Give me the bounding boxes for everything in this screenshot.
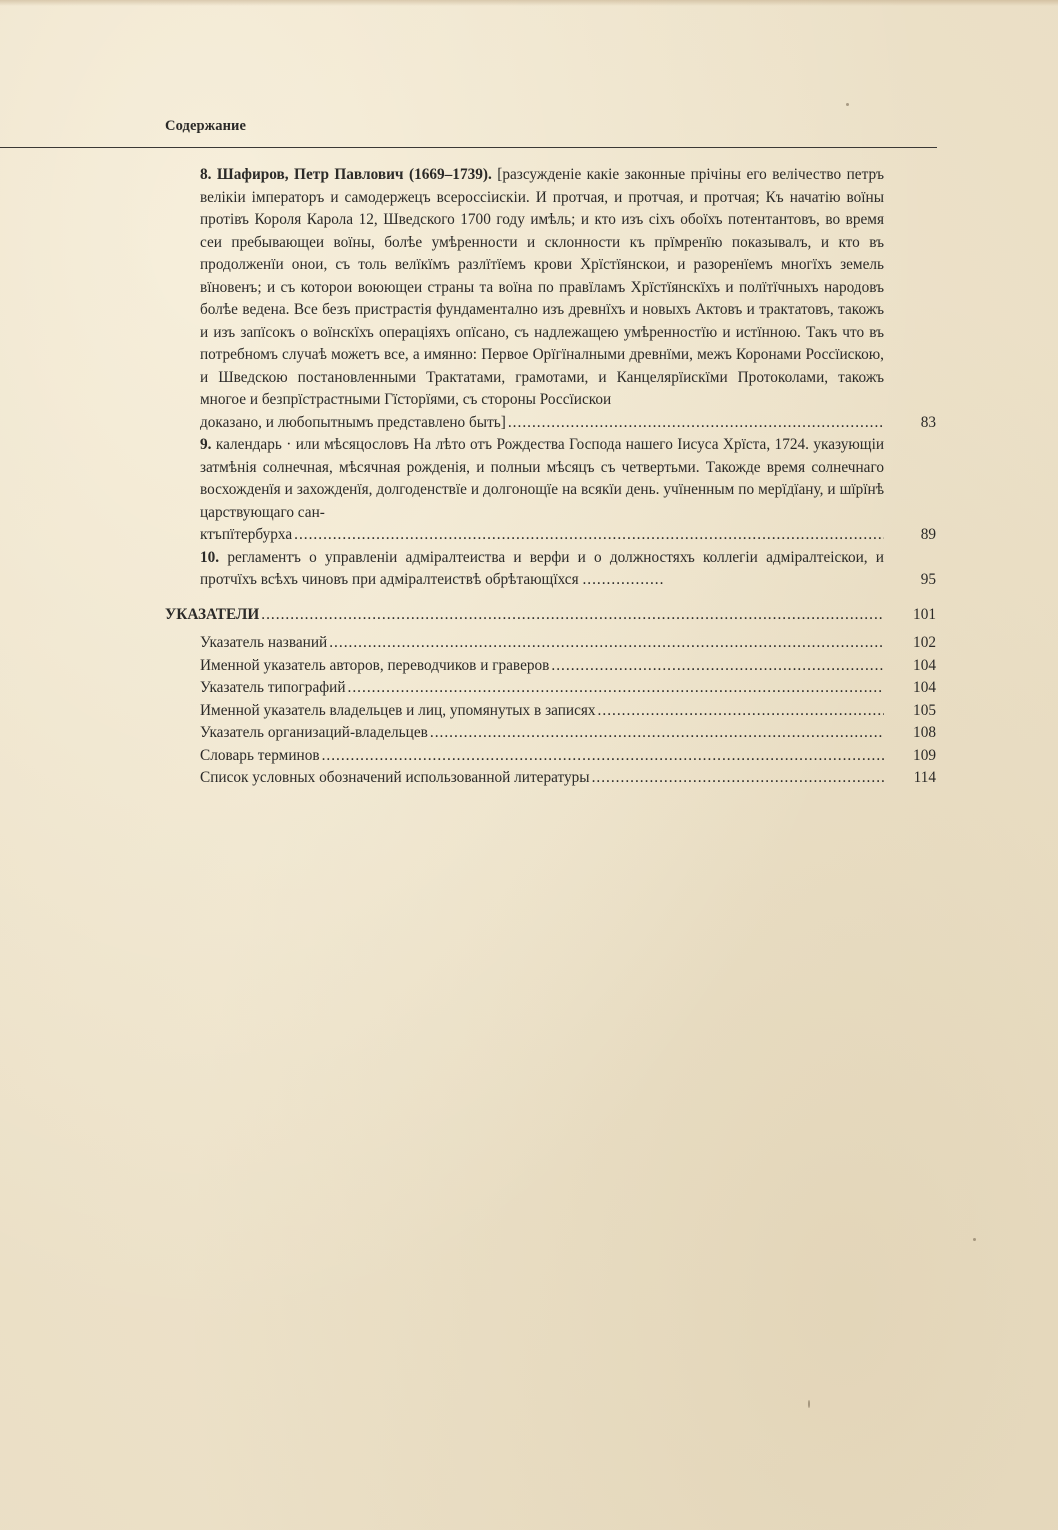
dot-leader: [348, 677, 884, 700]
table-of-contents: [0, 164, 1058, 790]
index-item: [200, 677, 936, 700]
index-item: [200, 767, 936, 790]
entry-body-with-leader: [200, 547, 884, 592]
dot-leader: [592, 767, 884, 790]
entry-last-line: [200, 412, 884, 435]
index-item-label: Именной указатель авторов, переводчиков и граверов: [200, 656, 550, 674]
entry-number: 10.: [200, 548, 220, 566]
dot-leader: [261, 604, 884, 627]
index-item: [200, 632, 936, 655]
toc-entry: [200, 164, 936, 434]
toc-entry-body: [200, 434, 884, 524]
entry-text: [разсужденіе какіе законные прічіны его велічество петръ велікіи імператоръ и самодержецъ всероссіискіи. И протчая, и протчая, и протчая; Къ начатію воїны протівъ Короля Карола 12, Шведского 1700 году имѣль; и кто изъ сіхъ обоїхъ потентантовъ, во время сеи пребывающеи воїны, болѣе умѣренности и склонности къ прїмренїю показывалъ, и кто въ продолженїи онои, съ толь велїкїмъ разлїтїемъ крови Хрїстїянскои, и разоренїемъ многїхъ земель вїновенъ; и съ которои воюющеи страны та воїна по правїламъ Хрїстїянскїхъ и полїтїчныхъ народовъ болѣе ведена. Все безъ пристрастія фундаментално изъ древнїхъ и новыхъ Актовъ и трактатовъ, такожъ и изъ запїсокъ о воїнскїхъ операціяхъ опїсано, съ надлежащею умѣренностїю и истїнною. Такъ что въ потребномъ случаѣ можетъ все, а имянно: Первое Орїгїналными древнїми, межъ Коронами Россїискою, и Шведскою постановленными Трактатами, грамотами, и Канцелярїискїми Протоколами, такожъ многое и безпрїстрастными Гїсторїями, съ стороны Россїискои: [200, 166, 885, 408]
page-number: 102: [913, 634, 936, 651]
entry-number: 8.: [200, 166, 212, 183]
index-item-label: Указатель организаций-владельцев: [200, 724, 428, 741]
entry-text: регламентъ о управленіи адміралтеиства и верфи и о должностяхъ коллегіи адміралтеіскои, и протчїхъ всѣхъ чиновъ при адміралтеиствѣ обрѣтающїхся: [200, 548, 884, 588]
dot-leader: [329, 632, 884, 655]
paper-speck: [808, 1400, 810, 1408]
dot-leader: [430, 722, 884, 745]
entry-last-line: [200, 524, 884, 547]
toc-entry: [200, 434, 936, 547]
toc-entry: [200, 547, 936, 592]
entry-number: 9.: [200, 436, 212, 453]
dot-leader: [508, 412, 884, 435]
index-item-label: Указатель типографий: [200, 679, 346, 696]
page-number: 108: [913, 724, 936, 741]
index-item-label: Указатель названий: [200, 634, 328, 651]
index-list: [0, 632, 1058, 790]
page-number: 104: [913, 679, 936, 696]
entry-title: Шафиров, Петр Павлович (1669–1739).: [216, 166, 492, 183]
index-item: [200, 722, 936, 745]
paper-speck: [846, 103, 849, 106]
dot-leader: [551, 655, 884, 678]
dot-leader: [598, 700, 884, 723]
section-title: УКАЗАТЕЛИ: [165, 605, 260, 623]
page-number: 105: [913, 701, 936, 719]
index-item: [200, 655, 936, 678]
page-number: 101: [913, 605, 936, 623]
page-number: 114: [913, 769, 936, 786]
toc-entry-body: [200, 164, 884, 412]
index-item-label: Словарь терминов: [200, 746, 320, 764]
header-rule: [0, 147, 937, 148]
page-number: 83: [920, 413, 936, 431]
dot-leader: .................: [582, 571, 665, 588]
entry-text: календарь · или мѣсяцословъ На лѣто отъ Рождества Господа нашего Іисуса Хрїста, 1724. указующіи затмѣнія солнечная, мѣсячная рожденія, и полныи мѣсяцъ съ четвертьми. Такожде время солнечнаго восхожденїя и захожденїя, долгоденствїе и долгонощїе на всякїи день. учїненным по мерїдїану, и шїрїнѣ царствующаго сан-: [200, 436, 885, 521]
entry-last-line-text: доказано, и любопытнымъ представлено быть]: [200, 413, 506, 431]
index-item-label: Список условных обозначений использованной литературы: [200, 769, 590, 786]
page-top-edge: [0, 0, 1058, 6]
page-number: 89: [920, 526, 936, 543]
dot-leader: [322, 745, 884, 768]
page-number: 104: [913, 656, 936, 674]
running-header: Содержание: [165, 118, 247, 134]
paper-speck: [973, 1238, 976, 1241]
dot-leader: [294, 524, 884, 547]
index-item: [200, 700, 936, 723]
index-item-label: Именной указатель владельцев и лиц, упомянутых в записях: [200, 701, 596, 719]
entry-last-line-text: ктъпїтербурха: [200, 526, 293, 543]
page-number: 109: [913, 746, 936, 764]
page-number: 95: [920, 571, 936, 588]
index-item: [200, 745, 936, 768]
section-row-indexes: [165, 604, 936, 627]
